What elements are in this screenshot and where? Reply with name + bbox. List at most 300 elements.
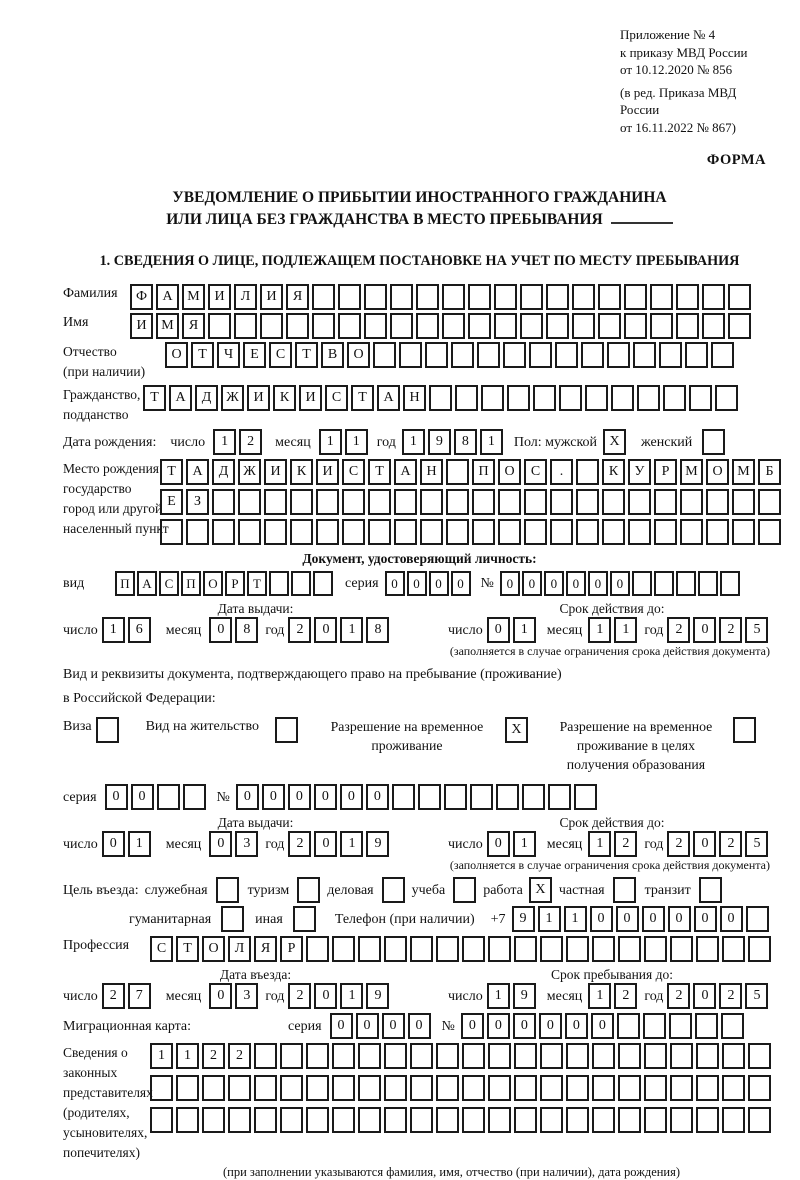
form-cell[interactable]: X — [603, 429, 626, 455]
form-cell[interactable]: 0 — [105, 784, 128, 810]
form-cell[interactable]: 5 — [745, 617, 768, 643]
form-cell[interactable] — [410, 1043, 433, 1069]
form-cell[interactable]: 2 — [719, 617, 742, 643]
form-cell[interactable] — [382, 877, 405, 903]
form-cell[interactable] — [488, 936, 511, 962]
form-cell[interactable] — [453, 877, 476, 903]
form-cell[interactable]: 5 — [745, 831, 768, 857]
form-cell[interactable] — [436, 1043, 459, 1069]
form-cell[interactable]: 1 — [588, 983, 611, 1009]
form-cell[interactable]: К — [273, 385, 296, 411]
form-cell[interactable] — [633, 342, 656, 368]
form-cell[interactable]: 1 — [480, 429, 503, 455]
form-cell[interactable]: 0 — [720, 906, 743, 932]
form-cell[interactable]: Ж — [221, 385, 244, 411]
form-cell[interactable]: Я — [286, 284, 309, 310]
form-cell[interactable]: О — [498, 459, 521, 485]
form-cell[interactable]: 5 — [745, 983, 768, 1009]
form-cell[interactable] — [617, 1013, 640, 1039]
form-cell[interactable] — [234, 313, 257, 339]
form-cell[interactable] — [291, 571, 311, 596]
form-cell[interactable] — [507, 385, 530, 411]
form-cell[interactable]: 0 — [429, 571, 449, 596]
form-cell[interactable]: 1 — [319, 429, 342, 455]
form-cell[interactable] — [676, 571, 696, 596]
form-cell[interactable] — [572, 284, 595, 310]
form-cell[interactable] — [669, 1013, 692, 1039]
form-cell[interactable] — [540, 1043, 563, 1069]
form-cell[interactable] — [654, 571, 674, 596]
form-cell[interactable]: 0 — [209, 617, 232, 643]
form-cell[interactable]: 0 — [539, 1013, 562, 1039]
form-cell[interactable]: О — [706, 459, 729, 485]
form-cell[interactable] — [607, 342, 630, 368]
form-cell[interactable]: 0 — [513, 1013, 536, 1039]
form-cell[interactable]: П — [472, 459, 495, 485]
form-cell[interactable]: 2 — [719, 983, 742, 1009]
form-cell[interactable] — [592, 936, 615, 962]
form-cell[interactable] — [748, 1043, 771, 1069]
form-cell[interactable]: И — [264, 459, 287, 485]
form-cell[interactable] — [425, 342, 448, 368]
form-cell[interactable] — [455, 385, 478, 411]
form-cell[interactable] — [442, 284, 465, 310]
form-cell[interactable] — [540, 1075, 563, 1101]
form-cell[interactable] — [721, 1013, 744, 1039]
form-cell[interactable]: Т — [368, 459, 391, 485]
form-cell[interactable] — [548, 784, 571, 810]
form-cell[interactable] — [494, 313, 517, 339]
form-cell[interactable]: И — [130, 313, 153, 339]
form-cell[interactable]: 8 — [366, 617, 389, 643]
form-cell[interactable]: Р — [225, 571, 245, 596]
form-cell[interactable]: 3 — [235, 831, 258, 857]
form-cell[interactable]: 9 — [512, 906, 535, 932]
form-cell[interactable] — [514, 1043, 537, 1069]
form-cell[interactable] — [676, 284, 699, 310]
form-cell[interactable] — [420, 519, 443, 545]
form-cell[interactable] — [462, 1107, 485, 1133]
form-cell[interactable] — [650, 313, 673, 339]
form-cell[interactable] — [529, 342, 552, 368]
form-cell[interactable] — [390, 313, 413, 339]
form-cell[interactable]: 1 — [513, 831, 536, 857]
form-cell[interactable] — [468, 313, 491, 339]
form-cell[interactable]: 6 — [128, 617, 151, 643]
form-cell[interactable] — [680, 519, 703, 545]
form-cell[interactable]: Т — [191, 342, 214, 368]
form-cell[interactable]: 0 — [544, 571, 564, 596]
form-cell[interactable]: 0 — [616, 906, 639, 932]
form-cell[interactable]: Н — [403, 385, 426, 411]
form-cell[interactable] — [186, 519, 209, 545]
form-cell[interactable]: 1 — [487, 983, 510, 1009]
form-cell[interactable] — [566, 1043, 589, 1069]
form-cell[interactable] — [592, 1043, 615, 1069]
form-cell[interactable]: А — [377, 385, 400, 411]
form-cell[interactable]: А — [137, 571, 157, 596]
form-cell[interactable] — [670, 1043, 693, 1069]
form-cell[interactable]: 0 — [451, 571, 471, 596]
form-cell[interactable] — [429, 385, 452, 411]
form-cell[interactable] — [481, 385, 504, 411]
form-cell[interactable]: И — [247, 385, 270, 411]
form-cell[interactable] — [572, 313, 595, 339]
form-cell[interactable] — [613, 877, 636, 903]
form-cell[interactable]: 2 — [102, 983, 125, 1009]
form-cell[interactable] — [280, 1107, 303, 1133]
form-cell[interactable]: Н — [420, 459, 443, 485]
form-cell[interactable]: 0 — [314, 983, 337, 1009]
form-cell[interactable]: 1 — [102, 617, 125, 643]
form-cell[interactable] — [522, 784, 545, 810]
form-cell[interactable] — [722, 1107, 745, 1133]
form-cell[interactable] — [358, 936, 381, 962]
form-cell[interactable]: . — [550, 459, 573, 485]
form-cell[interactable] — [732, 489, 755, 515]
form-cell[interactable]: О — [165, 342, 188, 368]
form-cell[interactable] — [254, 1107, 277, 1133]
form-cell[interactable] — [715, 385, 738, 411]
form-cell[interactable] — [384, 1043, 407, 1069]
form-cell[interactable]: М — [732, 459, 755, 485]
form-cell[interactable]: 0 — [694, 906, 717, 932]
form-cell[interactable] — [618, 936, 641, 962]
form-cell[interactable]: И — [208, 284, 231, 310]
form-cell[interactable] — [632, 571, 652, 596]
form-cell[interactable] — [332, 936, 355, 962]
form-cell[interactable]: С — [150, 936, 173, 962]
form-cell[interactable]: А — [169, 385, 192, 411]
form-cell[interactable] — [698, 571, 718, 596]
form-cell[interactable] — [183, 784, 206, 810]
form-cell[interactable]: 0 — [693, 831, 716, 857]
form-cell[interactable] — [436, 1107, 459, 1133]
form-cell[interactable] — [728, 284, 751, 310]
form-cell[interactable] — [96, 717, 119, 743]
form-cell[interactable]: 0 — [591, 1013, 614, 1039]
form-cell[interactable]: 9 — [428, 429, 451, 455]
form-cell[interactable] — [496, 784, 519, 810]
form-cell[interactable]: 2 — [288, 983, 311, 1009]
form-cell[interactable] — [644, 1043, 667, 1069]
form-cell[interactable] — [384, 1107, 407, 1133]
form-cell[interactable] — [643, 1013, 666, 1039]
form-cell[interactable] — [238, 489, 261, 515]
form-cell[interactable] — [150, 1075, 173, 1101]
form-cell[interactable]: 0 — [693, 983, 716, 1009]
form-cell[interactable]: А — [394, 459, 417, 485]
form-cell[interactable]: 1 — [150, 1043, 173, 1069]
form-cell[interactable]: О — [347, 342, 370, 368]
form-cell[interactable] — [663, 385, 686, 411]
form-cell[interactable]: 1 — [588, 617, 611, 643]
form-cell[interactable]: 0 — [407, 571, 427, 596]
form-cell[interactable]: 0 — [314, 784, 337, 810]
form-cell[interactable] — [550, 519, 573, 545]
form-cell[interactable]: 0 — [642, 906, 665, 932]
form-cell[interactable]: 0 — [408, 1013, 431, 1039]
form-cell[interactable] — [624, 313, 647, 339]
form-cell[interactable] — [488, 1107, 511, 1133]
form-cell[interactable] — [254, 1043, 277, 1069]
form-cell[interactable] — [446, 519, 469, 545]
form-cell[interactable] — [748, 936, 771, 962]
form-cell[interactable]: 2 — [239, 429, 262, 455]
form-cell[interactable]: 0 — [487, 617, 510, 643]
form-cell[interactable]: Д — [212, 459, 235, 485]
form-cell[interactable] — [470, 784, 493, 810]
form-cell[interactable]: 0 — [330, 1013, 353, 1039]
form-cell[interactable] — [696, 1075, 719, 1101]
form-cell[interactable]: 2 — [667, 617, 690, 643]
form-cell[interactable] — [416, 313, 439, 339]
form-cell[interactable]: О — [202, 936, 225, 962]
form-cell[interactable]: 8 — [235, 617, 258, 643]
form-cell[interactable] — [654, 489, 677, 515]
form-cell[interactable] — [644, 936, 667, 962]
form-cell[interactable]: 0 — [461, 1013, 484, 1039]
form-cell[interactable] — [514, 936, 537, 962]
form-cell[interactable] — [722, 936, 745, 962]
form-cell[interactable] — [746, 906, 769, 932]
form-cell[interactable]: 0 — [590, 906, 613, 932]
form-cell[interactable] — [394, 519, 417, 545]
form-cell[interactable]: С — [269, 342, 292, 368]
form-cell[interactable] — [358, 1107, 381, 1133]
form-cell[interactable]: 0 — [610, 571, 630, 596]
form-cell[interactable] — [598, 313, 621, 339]
form-cell[interactable] — [410, 1107, 433, 1133]
form-cell[interactable] — [711, 342, 734, 368]
form-cell[interactable] — [313, 571, 333, 596]
form-cell[interactable]: С — [524, 459, 547, 485]
form-cell[interactable] — [364, 313, 387, 339]
form-cell[interactable] — [566, 936, 589, 962]
form-cell[interactable] — [618, 1107, 641, 1133]
form-cell[interactable] — [702, 429, 725, 455]
form-cell[interactable]: 1 — [128, 831, 151, 857]
form-cell[interactable] — [670, 1107, 693, 1133]
form-cell[interactable]: 7 — [128, 983, 151, 1009]
form-cell[interactable]: 2 — [719, 831, 742, 857]
form-cell[interactable]: 0 — [209, 983, 232, 1009]
form-cell[interactable] — [477, 342, 500, 368]
form-cell[interactable] — [420, 489, 443, 515]
form-cell[interactable]: 0 — [314, 617, 337, 643]
form-cell[interactable]: 2 — [667, 831, 690, 857]
form-cell[interactable]: Т — [295, 342, 318, 368]
form-cell[interactable] — [758, 519, 781, 545]
form-cell[interactable]: А — [156, 284, 179, 310]
form-cell[interactable]: 0 — [693, 617, 716, 643]
form-cell[interactable]: П — [181, 571, 201, 596]
form-cell[interactable]: У — [628, 459, 651, 485]
form-cell[interactable]: Е — [243, 342, 266, 368]
form-cell[interactable] — [275, 717, 298, 743]
form-cell[interactable] — [540, 936, 563, 962]
form-cell[interactable] — [290, 489, 313, 515]
form-cell[interactable] — [436, 936, 459, 962]
form-cell[interactable] — [689, 385, 712, 411]
form-cell[interactable] — [297, 877, 320, 903]
form-cell[interactable]: 2 — [288, 831, 311, 857]
form-cell[interactable] — [524, 519, 547, 545]
form-cell[interactable] — [654, 519, 677, 545]
form-cell[interactable] — [566, 1107, 589, 1133]
form-cell[interactable] — [696, 1107, 719, 1133]
form-cell[interactable] — [624, 284, 647, 310]
form-cell[interactable]: 1 — [176, 1043, 199, 1069]
form-cell[interactable] — [332, 1107, 355, 1133]
form-cell[interactable]: Ф — [130, 284, 153, 310]
form-cell[interactable]: 0 — [288, 784, 311, 810]
form-cell[interactable]: Ж — [238, 459, 261, 485]
form-cell[interactable] — [618, 1043, 641, 1069]
form-cell[interactable] — [702, 313, 725, 339]
form-cell[interactable]: 0 — [102, 831, 125, 857]
form-cell[interactable] — [157, 784, 180, 810]
form-cell[interactable] — [592, 1075, 615, 1101]
form-cell[interactable] — [216, 877, 239, 903]
form-cell[interactable]: 2 — [614, 831, 637, 857]
form-cell[interactable] — [228, 1107, 251, 1133]
form-cell[interactable]: 0 — [565, 1013, 588, 1039]
form-cell[interactable]: 0 — [382, 1013, 405, 1039]
form-cell[interactable]: И — [316, 459, 339, 485]
form-cell[interactable] — [680, 489, 703, 515]
form-cell[interactable] — [758, 489, 781, 515]
form-cell[interactable] — [520, 284, 543, 310]
form-cell[interactable] — [533, 385, 556, 411]
form-cell[interactable] — [574, 784, 597, 810]
form-cell[interactable] — [221, 906, 244, 932]
form-cell[interactable]: Т — [176, 936, 199, 962]
form-cell[interactable] — [514, 1107, 537, 1133]
form-cell[interactable]: О — [203, 571, 223, 596]
form-cell[interactable]: 0 — [209, 831, 232, 857]
form-cell[interactable] — [312, 284, 335, 310]
form-cell[interactable] — [410, 1075, 433, 1101]
form-cell[interactable]: Ч — [217, 342, 240, 368]
form-cell[interactable] — [503, 342, 526, 368]
form-cell[interactable] — [576, 519, 599, 545]
form-cell[interactable] — [695, 1013, 718, 1039]
form-cell[interactable] — [472, 489, 495, 515]
form-cell[interactable]: Р — [654, 459, 677, 485]
form-cell[interactable] — [702, 284, 725, 310]
form-cell[interactable] — [312, 313, 335, 339]
form-cell[interactable]: Д — [195, 385, 218, 411]
form-cell[interactable] — [637, 385, 660, 411]
form-cell[interactable] — [368, 489, 391, 515]
form-cell[interactable] — [585, 385, 608, 411]
form-cell[interactable]: С — [325, 385, 348, 411]
form-cell[interactable] — [685, 342, 708, 368]
form-cell[interactable]: С — [159, 571, 179, 596]
form-cell[interactable] — [498, 489, 521, 515]
form-cell[interactable] — [566, 1075, 589, 1101]
form-cell[interactable] — [410, 936, 433, 962]
form-cell[interactable] — [202, 1107, 225, 1133]
form-cell[interactable] — [468, 284, 491, 310]
form-cell[interactable] — [524, 489, 547, 515]
form-cell[interactable] — [238, 519, 261, 545]
form-cell[interactable] — [390, 284, 413, 310]
form-cell[interactable] — [628, 489, 651, 515]
form-cell[interactable] — [699, 877, 722, 903]
form-cell[interactable] — [316, 489, 339, 515]
form-cell[interactable] — [264, 489, 287, 515]
form-cell[interactable] — [559, 385, 582, 411]
form-cell[interactable] — [748, 1075, 771, 1101]
form-cell[interactable] — [332, 1043, 355, 1069]
form-cell[interactable]: 1 — [340, 617, 363, 643]
form-cell[interactable]: 0 — [236, 784, 259, 810]
form-cell[interactable] — [451, 342, 474, 368]
form-cell[interactable] — [581, 342, 604, 368]
form-cell[interactable] — [628, 519, 651, 545]
form-cell[interactable]: В — [321, 342, 344, 368]
form-cell[interactable]: 0 — [340, 784, 363, 810]
form-cell[interactable] — [720, 571, 740, 596]
form-cell[interactable] — [618, 1075, 641, 1101]
form-cell[interactable]: 1 — [564, 906, 587, 932]
form-cell[interactable] — [462, 936, 485, 962]
form-cell[interactable] — [394, 489, 417, 515]
form-cell[interactable] — [368, 519, 391, 545]
form-cell[interactable] — [644, 1107, 667, 1133]
form-cell[interactable]: 0 — [356, 1013, 379, 1039]
form-cell[interactable] — [280, 1043, 303, 1069]
form-cell[interactable]: 1 — [614, 617, 637, 643]
form-cell[interactable]: Я — [182, 313, 205, 339]
form-cell[interactable] — [546, 284, 569, 310]
form-cell[interactable] — [208, 313, 231, 339]
form-cell[interactable] — [293, 906, 316, 932]
form-cell[interactable] — [176, 1075, 199, 1101]
form-cell[interactable]: 0 — [487, 1013, 510, 1039]
form-cell[interactable] — [332, 1075, 355, 1101]
form-cell[interactable] — [514, 1075, 537, 1101]
form-cell[interactable] — [472, 519, 495, 545]
form-cell[interactable] — [384, 1075, 407, 1101]
form-cell[interactable]: Е — [160, 489, 183, 515]
form-cell[interactable] — [644, 1075, 667, 1101]
form-cell[interactable] — [306, 936, 329, 962]
form-cell[interactable] — [696, 936, 719, 962]
form-cell[interactable]: 0 — [262, 784, 285, 810]
form-cell[interactable]: Л — [228, 936, 251, 962]
form-cell[interactable] — [555, 342, 578, 368]
form-cell[interactable] — [444, 784, 467, 810]
form-cell[interactable] — [598, 284, 621, 310]
form-cell[interactable]: Р — [280, 936, 303, 962]
form-cell[interactable]: 1 — [340, 983, 363, 1009]
form-cell[interactable] — [338, 313, 361, 339]
form-cell[interactable]: 0 — [131, 784, 154, 810]
form-cell[interactable]: 1 — [513, 617, 536, 643]
form-cell[interactable] — [416, 284, 439, 310]
form-cell[interactable] — [520, 313, 543, 339]
form-cell[interactable] — [550, 489, 573, 515]
form-cell[interactable]: 8 — [454, 429, 477, 455]
form-cell[interactable] — [733, 717, 756, 743]
form-cell[interactable] — [488, 1043, 511, 1069]
form-cell[interactable]: 0 — [487, 831, 510, 857]
form-cell[interactable]: Т — [247, 571, 267, 596]
form-cell[interactable]: М — [182, 284, 205, 310]
